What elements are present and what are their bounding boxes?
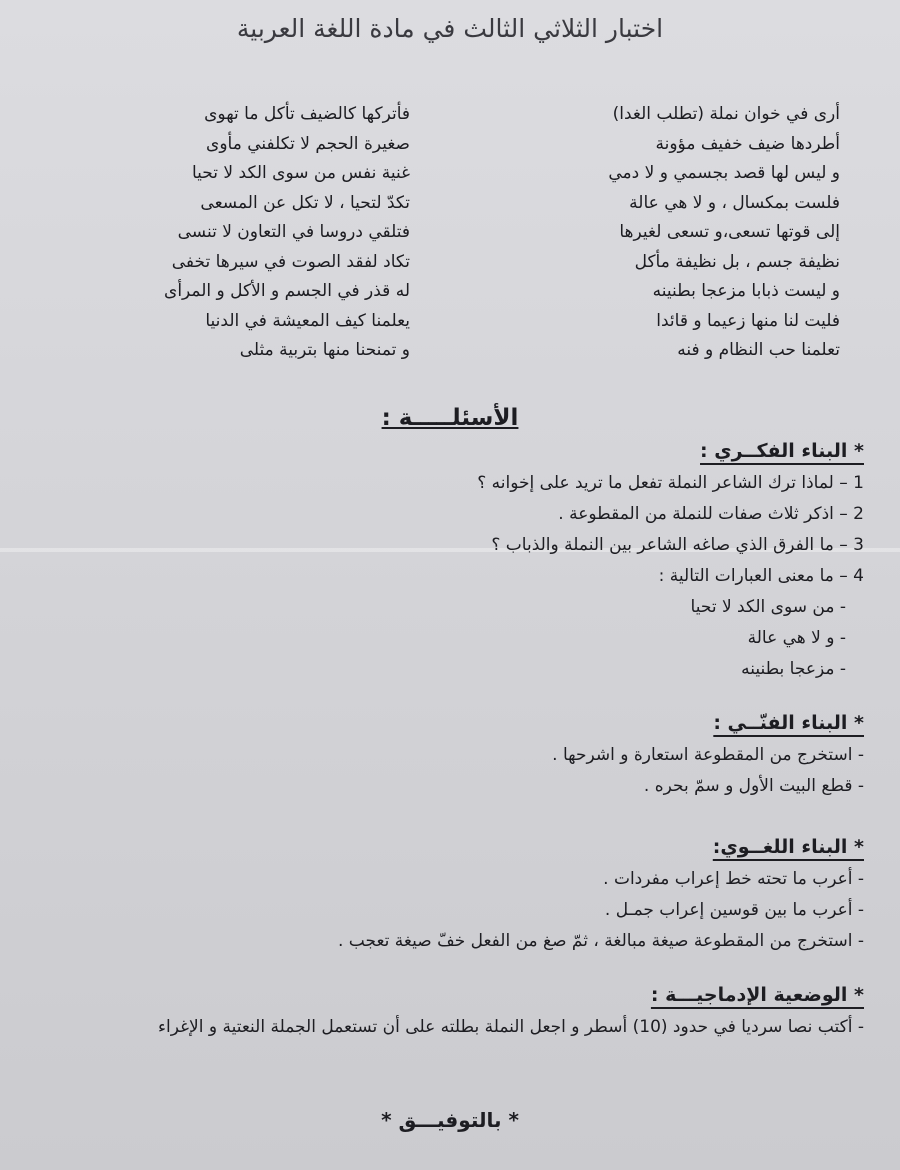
section-intellectual	[24, 440, 864, 685]
verse: أرى في خوان نملة (تطلب الغدا)	[612, 104, 840, 124]
verse: و ليست ذبابا مزعجا بطنينه	[652, 281, 840, 301]
question-item: - أعرب ما تحته خط إعراب مفردات .	[603, 869, 864, 889]
verse: غنية نفس من سوى الكد لا تحيا	[192, 163, 410, 183]
question-item: 1 – لماذا ترك الشاعر النملة تفعل ما تريد على إخوانه ؟	[477, 473, 864, 493]
verse: تعلمنا حب النظام و فنه	[677, 340, 840, 360]
verse: و تمنحنا منها بتربية مثلى	[239, 340, 410, 360]
verse: و ليس لها قصد بجسمي و لا دمي	[608, 163, 840, 183]
question-item: 2 – اذكر ثلاث صفات للنملة من المقطوعة .	[558, 504, 864, 524]
section-integration	[24, 984, 864, 1043]
exam-title: اختبار الثلاثي الثالث في مادة اللغة العربية	[236, 14, 664, 43]
question-subitem: - مزعجا بطنينه	[741, 659, 846, 679]
question-item: 4 – ما معنى العبارات التالية :	[658, 566, 864, 586]
verse: له قذر في الجسم و الأكل و المرأى	[164, 281, 410, 301]
verse: أطردها ضيف خفيف مؤونة	[655, 133, 840, 154]
section-heading: * الوضعية الإدماجيـــة :	[650, 984, 864, 1006]
verse: فليت لنا منها زعيما و قائدا	[656, 310, 840, 331]
section-heading: * البناء اللغــوي:	[712, 836, 864, 858]
verse: فلست بمكسال ، و لا هي عالة	[629, 192, 840, 213]
verse: يعلمنا كيف المعيشة في الدنيا	[205, 310, 410, 331]
section-artistic	[24, 712, 864, 802]
section-heading: * البناء الفنّــي :	[713, 712, 864, 734]
question-item: - قطع البيت الأول و سمّ بحره .	[643, 776, 864, 796]
poem-left-column	[110, 100, 410, 366]
verse: صغيرة الحجم لا تكلفني مأوى	[206, 133, 410, 154]
verse: تكدّ لتحيا ، لا تكل عن المسعى	[200, 192, 410, 213]
verse: فتلقي دروسا في التعاون لا تنسى	[177, 222, 410, 242]
question-item: 3 – ما الفرق الذي صاغه الشاعر بين النملة والذباب ؟	[491, 535, 864, 555]
question-subitem: - و لا هي عالة	[747, 628, 846, 648]
question-item: - استخرج من المقطوعة صيغة مبالغة ، ثمّ صغ من الفعل خفّ صيغة تعجب .	[338, 931, 864, 951]
verse: نظيفة جسم ، بل نظيفة مأكل	[634, 251, 840, 272]
question-item: - أكتب نصا سرديا في حدود (10) أسطر و اجعل النملة بطلته على أن تستعمل الجملة النعتية و الإغراء	[158, 1017, 864, 1037]
verse: تكاد لفقد الصوت في سيرها تخفى	[171, 251, 410, 272]
section-linguistic	[24, 836, 864, 957]
verse: فأتركها كالضيف تأكل ما تهوى	[204, 104, 410, 124]
question-item: - أعرب ما بين قوسين إعراب جمـل .	[604, 900, 864, 920]
questions-heading: الأسئلـــــة :	[381, 405, 519, 431]
footer-good-luck: * بالتوفيـــق *	[381, 1108, 519, 1132]
question-item: - استخرج من المقطوعة استعارة و اشرحها .	[552, 745, 864, 765]
question-subitem: - من سوى الكد لا تحيا	[690, 597, 846, 617]
section-heading: * البناء الفكــري :	[700, 440, 864, 462]
poem-right-column	[540, 100, 840, 366]
verse: إلى قوتها تسعى،و تسعى لغيرها	[619, 222, 840, 242]
